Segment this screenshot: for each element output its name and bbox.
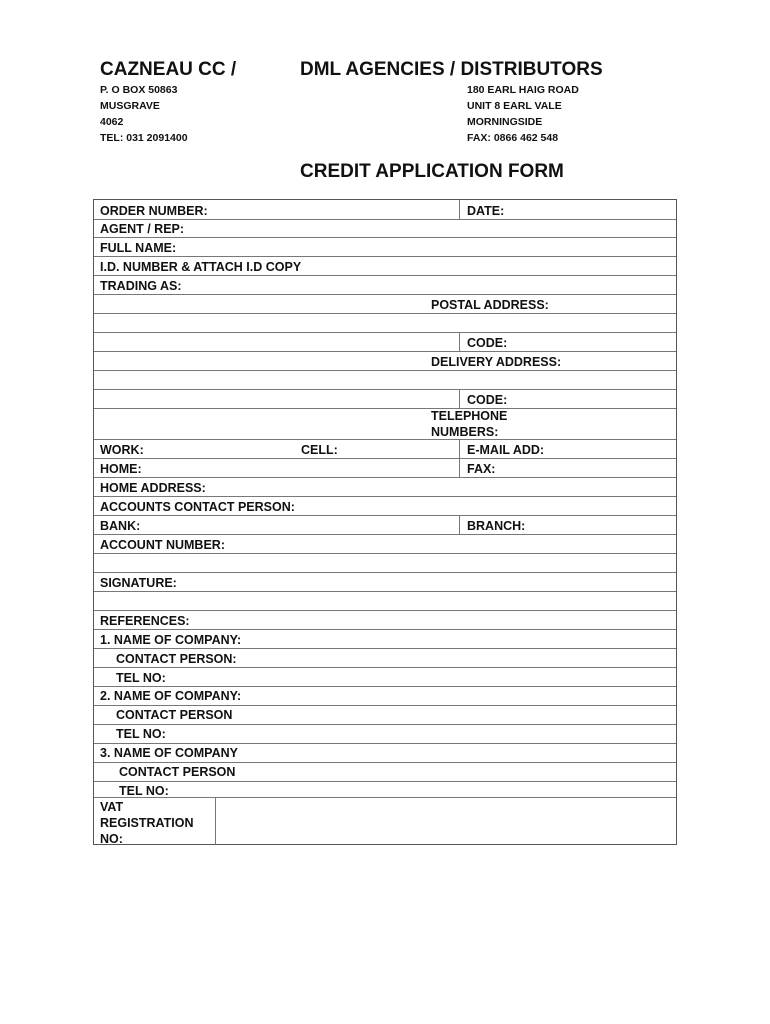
row-divider [94,219,676,220]
ref3-tel-label: TEL NO: [119,784,169,798]
accounts-contact-label: ACCOUNTS CONTACT PERSON: [100,500,295,514]
home-address-label: HOME ADDRESS: [100,481,206,495]
column-divider [459,200,460,219]
order-number-label: ORDER NUMBER: [100,204,208,218]
postal-address-label: POSTAL ADDRESS: [431,298,549,312]
left-address-line: MUSGRAVE [100,100,160,112]
column-divider [459,439,460,477]
left-address-line: 4062 [100,116,124,128]
row-divider [94,313,676,314]
ref2-tel-label: TEL NO: [116,727,166,741]
row-divider [94,667,676,668]
row-divider [94,534,676,535]
email-label: E-MAIL ADD: [467,443,545,457]
right-address-block [467,82,579,146]
vat-label-line: NO: [100,832,123,846]
right-company-name: DML AGENCIES / DISTRIBUTORS [300,59,603,80]
row-divider [94,237,676,238]
vat-label-line: VAT [100,800,124,814]
fax-label: FAX: [467,462,496,476]
right-address-line: UNIT 8 EARL VALE [467,100,562,112]
column-divider [459,515,460,534]
row-divider [94,370,676,371]
telephone-numbers-label-line2: NUMBERS: [431,425,499,439]
ref3-contact-label: CONTACT PERSON [119,765,236,779]
row-divider [94,797,676,798]
bank-label: BANK: [100,519,141,533]
row-divider [94,294,676,295]
delivery-address-label: DELIVERY ADDRESS: [431,355,562,369]
credit-application-table [93,199,677,845]
row-divider [94,648,676,649]
home-label: HOME: [100,462,142,476]
row-divider [94,572,676,573]
ref1-tel-label: TEL NO: [116,671,166,685]
row-divider [94,553,676,554]
vat-registration-label [100,799,194,847]
postal-code-label: CODE: [467,336,508,350]
right-address-line: 180 EARL HAIG ROAD [467,84,579,96]
cell-label: CELL: [301,443,338,457]
ref3-company-label: 3. NAME OF COMPANY [100,746,238,760]
row-divider [94,629,676,630]
row-divider [94,591,676,592]
left-address-block [100,82,188,146]
row-divider [94,610,676,611]
row-divider [94,686,676,687]
row-divider [94,496,676,497]
references-label: REFERENCES: [100,614,190,628]
row-divider [94,705,676,706]
form-title: CREDIT APPLICATION FORM [300,161,564,182]
left-company-name: CAZNEAU CC / [100,59,237,80]
account-number-label: ACCOUNT NUMBER: [100,538,225,552]
row-divider [94,332,676,333]
left-address-line: P. O BOX 50863 [100,84,178,96]
branch-label: BRANCH: [467,519,526,533]
row-divider [94,743,676,744]
signature-label: SIGNATURE: [100,576,177,590]
work-label: WORK: [100,443,144,457]
row-divider [94,439,676,440]
row-divider [94,458,676,459]
column-divider [215,797,216,845]
vat-label-line: REGISTRATION [100,816,194,830]
row-divider [94,256,676,257]
row-divider [94,762,676,763]
column-divider [459,332,460,351]
column-divider [459,389,460,408]
ref2-company-label: 2. NAME OF COMPANY: [100,689,242,703]
row-divider [94,351,676,352]
row-divider [94,724,676,725]
trading-as-label: TRADING AS: [100,279,182,293]
row-divider [94,477,676,478]
row-divider [94,389,676,390]
left-address-line: TEL: 031 2091400 [100,132,188,144]
ref1-company-label: 1. NAME OF COMPANY: [100,633,242,647]
agent-rep-label: AGENT / REP: [100,222,185,236]
delivery-code-label: CODE: [467,393,508,407]
ref1-contact-label: CONTACT PERSON: [116,652,237,666]
date-label: DATE: [467,204,505,218]
row-divider [94,781,676,782]
row-divider [94,515,676,516]
telephone-numbers-label-line1: TELEPHONE [431,409,508,423]
row-divider [94,275,676,276]
row-divider [94,408,676,409]
right-address-line: FAX: 0866 462 548 [467,132,559,144]
right-address-line: MORNINGSIDE [467,116,543,128]
ref2-contact-label: CONTACT PERSON [116,708,233,722]
full-name-label: FULL NAME: [100,241,177,255]
id-number-label: I.D. NUMBER & ATTACH I.D COPY [100,260,302,274]
